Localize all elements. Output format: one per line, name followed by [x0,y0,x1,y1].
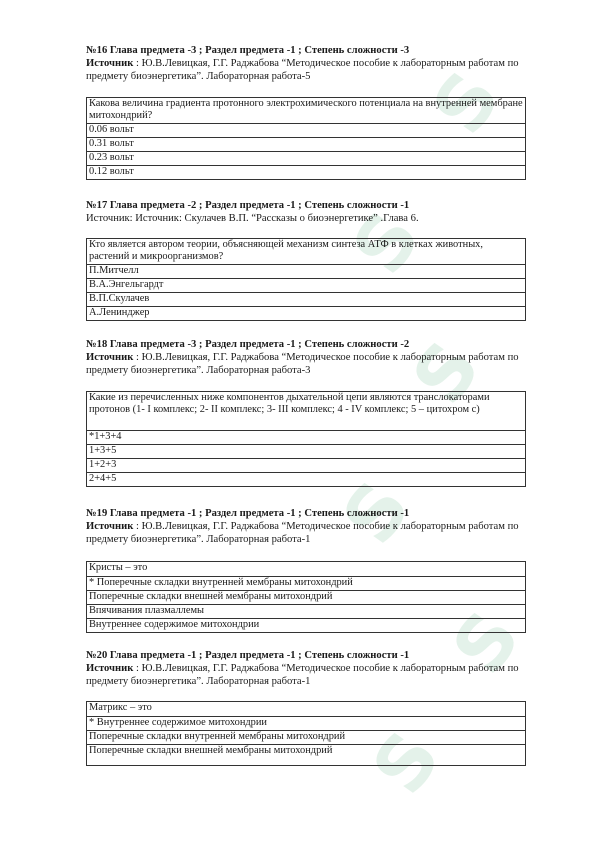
question-source [86,57,526,83]
question-header: №16 Глава предмета -3 ; Раздел предмета -1 ; Степень сложности -3 [86,45,410,56]
answer-option: *1+3+4 [87,431,526,445]
answer-table-18 [86,391,526,487]
question-source [86,351,526,377]
answer-option: Поперечные складки внешней мембраны митохондрий [87,591,526,605]
question-17-block [86,199,526,225]
source-label: Источник [86,521,134,532]
answer-option: Впячивания плазмаллемы [87,605,526,619]
answer-option: 0.31 вольт [87,138,526,152]
question-source [86,662,526,688]
source-label: Источник [86,352,134,363]
answer-table-17 [86,238,526,321]
source-text: : Ю.В.Левицкая, Г.Г. Раджабова “Методическое пособие к лабораторным работам по предмету биоэнергетика”. Лабораторная работа-5 [86,58,519,82]
watermark-1: S [416,56,518,150]
watermark-4: S [326,466,428,560]
question-source [86,520,526,546]
answer-option: 1+2+3 [87,459,526,473]
answer-option: В.А.Энгельгардт [87,279,526,293]
answer-option: Поперечные складки внутренней мембраны митохондрий [87,731,526,745]
answer-option: П.Митчелл [87,265,526,279]
answer-table-20 [86,701,526,766]
question-text: Кто является автором теории, объясняющей механизм синтеза АТФ в клетках животных, растений и микроорганизмов? [87,239,526,265]
source-text: Источник: Источник: Скулачев В.П. “Рассказы о биоэнергетике” .Глава 6. [86,213,419,224]
source-text: : Ю.В.Левицкая, Г.Г. Раджабова “Методическое пособие к лабораторным работам по предмету биоэнергетика”. Лабораторная работа-3 [86,352,519,376]
question-header: №18 Глава предмета -3 ; Раздел предмета -1 ; Степень сложности -2 [86,339,410,350]
question-header: №20 Глава предмета -1 ; Раздел предмета -1 ; Степень сложности -1 [86,650,410,661]
question-19-block [86,507,526,546]
question-header: №19 Глава предмета -1 ; Раздел предмета -1 ; Степень сложности -1 [86,508,410,519]
answer-option: * Поперечные складки внутренней мембраны митохондрий [87,577,526,591]
question-text: Какова величина градиента протонного электрохимического потенциала на внутренней мембране митохондрий? [87,98,526,124]
question-text: Кристы – это [87,562,526,577]
question-header: №17 Глава предмета -2 ; Раздел предмета -1 ; Степень сложности -1 [86,200,410,211]
answer-option: Поперечные складки внешней мембраны митохондрий [87,745,526,766]
watermark-6: S [356,716,458,810]
answer-option: 0.23 вольт [87,152,526,166]
answer-option: * Внутреннее содержимое митохондрии [87,717,526,731]
answer-option: В.П.Скулачев [87,293,526,307]
source-label: Источник [86,58,134,69]
watermark-2: S [336,196,438,290]
answer-option: 0.12 вольт [87,166,526,180]
answer-table-16 [86,97,526,180]
answer-option: 0.06 вольт [87,124,526,138]
question-20-block [86,649,526,688]
source-label: Источник [86,663,134,674]
answer-option: Внутреннее содержимое митохондрии [87,619,526,633]
question-text: Какие из перечисленных ниже компонентов дыхательной цепи являются транслокаторами протонов (1- I комплекс; 2- II комплекс; 3- III комплекс; 4 - IV комплекс; 5 – цитохром с) [87,392,526,431]
question-18-block [86,338,526,377]
watermark-3: S [396,326,498,420]
question-text: Матрикс – это [87,702,526,717]
source-text: : Ю.В.Левицкая, Г.Г. Раджабова “Методическое пособие к лабораторным работам по предмету биоэнергетика”. Лабораторная работа-1 [86,521,519,545]
question-source [86,212,526,225]
source-text: : Ю.В.Левицкая, Г.Г. Раджабова “Методическое пособие к лабораторным работам по предмету биоэнергетика”. Лабораторная работа-1 [86,663,519,687]
answer-option: А.Ленинджер [87,307,526,321]
answer-option: 1+3+5 [87,445,526,459]
question-16-block [86,44,526,83]
answer-table-19 [86,561,526,633]
answer-option: 2+4+5 [87,473,526,487]
watermark-5: S [436,596,538,690]
